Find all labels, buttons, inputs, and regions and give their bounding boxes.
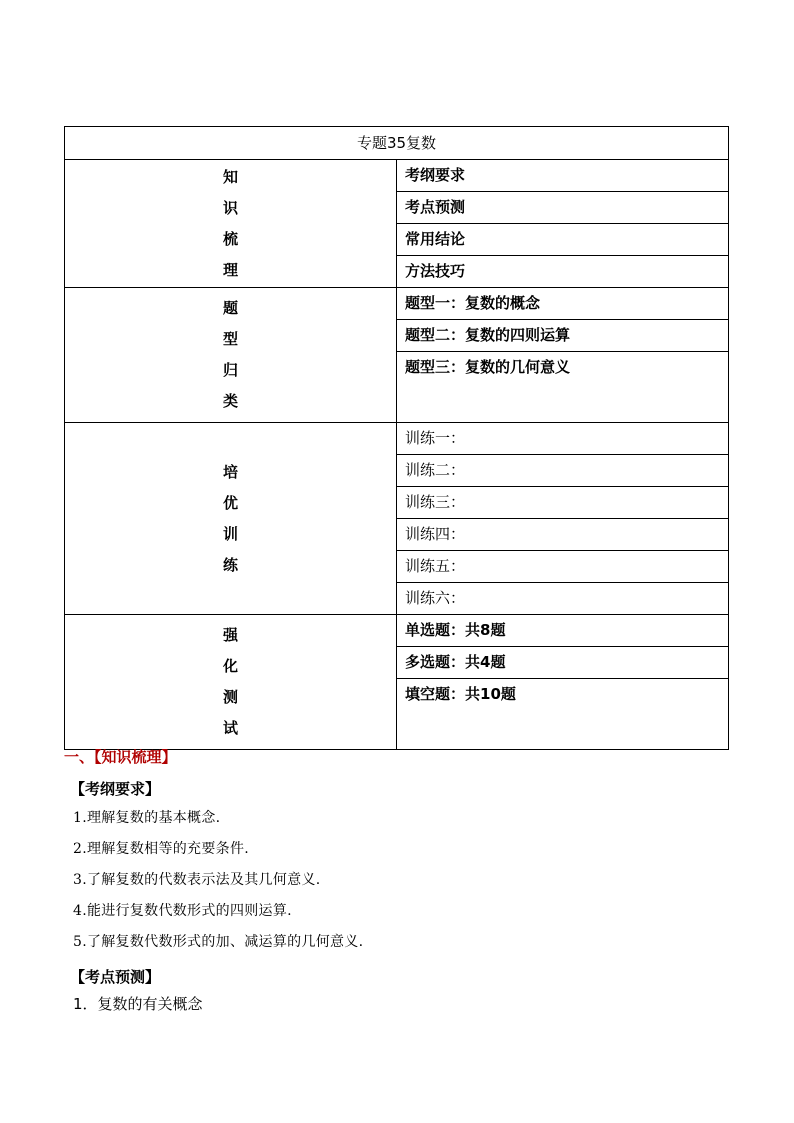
toc-item[interactable]: 训练一：	[397, 423, 729, 455]
group-label-char: 理	[222, 260, 238, 279]
group-label-char: 训	[222, 524, 238, 543]
group-label-char: 梳	[222, 229, 238, 248]
toc-item[interactable]: 题型三：复数的几何意义	[397, 352, 729, 423]
group-label-char: 测	[222, 688, 238, 706]
group-label-char: 培	[222, 462, 238, 481]
toc-item[interactable]: 训练二：	[397, 455, 729, 487]
group-label-char: 强	[222, 626, 238, 644]
sub-heading-requirements: 【考纲要求】	[70, 780, 161, 798]
toc-item[interactable]: 单选题：共8题	[397, 615, 729, 647]
section-heading-text: 【知识梳理】	[94, 748, 177, 766]
requirement-item: 5.了解复数代数形式的加、减运算的几何意义.	[73, 934, 364, 950]
requirement-item: 1.理解复数的基本概念.	[73, 810, 221, 826]
toc-item[interactable]: 方法技巧	[397, 256, 729, 288]
toc-item[interactable]: 多选题：共4题	[397, 647, 729, 679]
toc-item[interactable]: 训练五：	[397, 551, 729, 583]
group-label-char: 化	[222, 657, 238, 675]
group-label-training	[65, 423, 397, 615]
toc-item[interactable]: 填空题：共10题	[397, 679, 729, 750]
group-label-char: 知	[222, 167, 238, 186]
prediction-item: 1．复数的有关概念	[73, 995, 203, 1013]
toc-item[interactable]: 考点预测	[397, 192, 729, 224]
document-title: 专题35复数	[65, 127, 729, 160]
sub-heading-predictions: 【考点预测】	[70, 968, 161, 986]
group-label-char: 优	[222, 493, 238, 512]
group-label-char: 练	[222, 555, 238, 574]
group-label-char: 识	[222, 198, 238, 217]
group-label-char: 题	[222, 299, 238, 317]
toc-item[interactable]: 训练三：	[397, 487, 729, 519]
group-label-char: 归	[222, 361, 238, 379]
requirement-item: 3.了解复数的代数表示法及其几何意义.	[73, 872, 321, 888]
group-label-knowledge	[65, 160, 397, 288]
group-label-char: 型	[222, 330, 238, 348]
group-label-char: 试	[222, 719, 238, 737]
group-label-char: 类	[222, 392, 238, 410]
group-label-tests	[65, 615, 397, 750]
section-heading-prefix: 一、	[64, 748, 95, 766]
contents-table	[64, 126, 729, 750]
toc-item[interactable]: 训练六：	[397, 583, 729, 615]
toc-item[interactable]: 题型二：复数的四则运算	[397, 320, 729, 352]
toc-item[interactable]: 考纲要求	[397, 160, 729, 192]
group-label-question-types	[65, 288, 397, 423]
requirement-item: 4.能进行复数代数形式的四则运算.	[73, 903, 292, 919]
toc-item[interactable]: 题型一：复数的概念	[397, 288, 729, 320]
requirement-item: 2.理解复数相等的充要条件.	[73, 841, 250, 857]
toc-item[interactable]: 训练四：	[397, 519, 729, 551]
toc-item[interactable]: 常用结论	[397, 224, 729, 256]
section-heading	[64, 746, 177, 767]
